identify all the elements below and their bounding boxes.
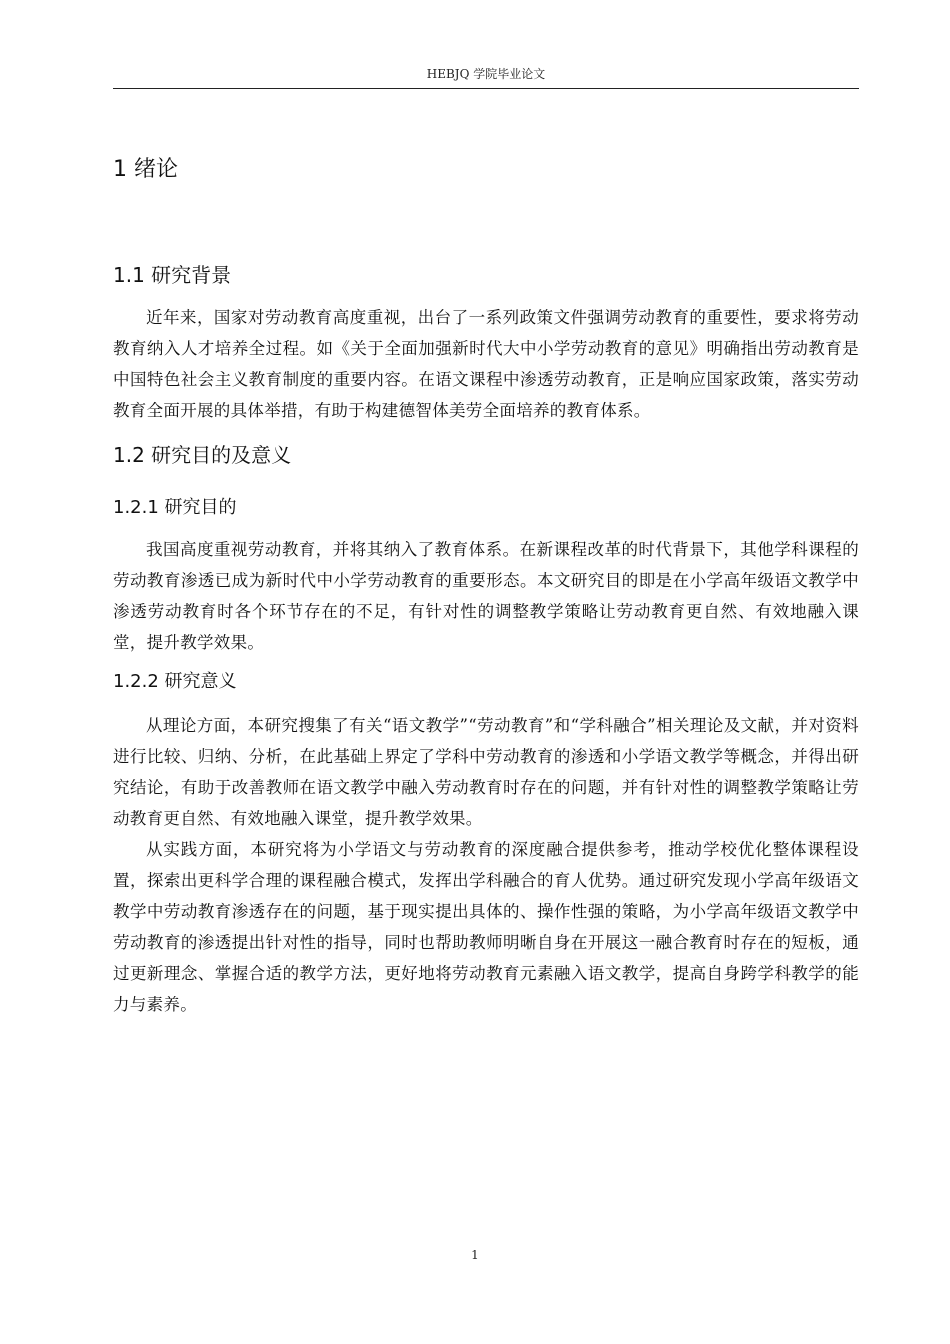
chapter-title: 1 绪论: [113, 157, 178, 182]
page-content: [113, 150, 859, 1020]
subsection-1-2-2-paragraph-1: 从理论方面，本研究搜集了有关“语文教学”“劳动教育”和“学科融合”相关理论及文献，并对资料进行比较、归纳、分析，在此基础上界定了学科中劳动教育的渗透和小学语文教学等概念，并得出研究结论，有助于改善教师在语文教学中融入劳动教育时存在的问题，并有针对性的调整教学策略让劳动教育更自然、有效地融入课堂，提升教学效果。: [113, 716, 859, 828]
page-number: 1: [471, 1248, 479, 1262]
page-header: [113, 64, 859, 89]
subsection-heading-1-2-2: 1.2.2 研究意义: [113, 671, 237, 692]
section-heading-1-2: 1.2 研究目的及意义: [113, 443, 292, 467]
section-heading-1-1: 1.1 研究背景: [113, 263, 232, 287]
header-title: HEBJQ 学院毕业论文: [426, 67, 546, 81]
subsection-1-2-2-paragraph-2: 从实践方面，本研究将为小学语文与劳动教育的深度融合提供参考，推动学校优化整体课程设置，探索出更科学合理的课程融合模式，发挥出学科融合的育人优势。通过研究发现小学高年级语文教学中劳动教育渗透存在的问题，基于现实提出具体的、操作性强的策略，为小学高年级语文教学中劳动教育的渗透提出针对性的指导，同时也帮助教师明晰自身在开展这一融合教育时存在的短板，通过更新理念、掌握合适的教学方法，更好地将劳动教育元素融入语文教学，提高自身跨学科教学的能力与素养。: [113, 840, 859, 1014]
section-1-1-paragraph: 近年来，国家对劳动教育高度重视，出台了一系列政策文件强调劳动教育的重要性，要求将劳动教育纳入人才培养全过程。如《关于全面加强新时代大中小学劳动教育的意见》明确指出劳动教育是中国特色社会主义教育制度的重要内容。在语文课程中渗透劳动教育，正是响应国家政策，落实劳动教育全面开展的具体举措，有助于构建德智体美劳全面培养的教育体系。: [113, 308, 859, 420]
subsection-heading-1-2-1: 1.2.1 研究目的: [113, 497, 237, 518]
subsection-1-2-1-paragraph: 我国高度重视劳动教育，并将其纳入了教育体系。在新课程改革的时代背景下，其他学科课程的劳动教育渗透已成为新时代中小学劳动教育的重要形态。本文研究目的即是在小学高年级语文教学中渗透劳动教育时各个环节存在的不足，有针对性的调整教学策略让劳动教育更自然、有效地融入课堂，提升教学效果。: [113, 540, 859, 652]
